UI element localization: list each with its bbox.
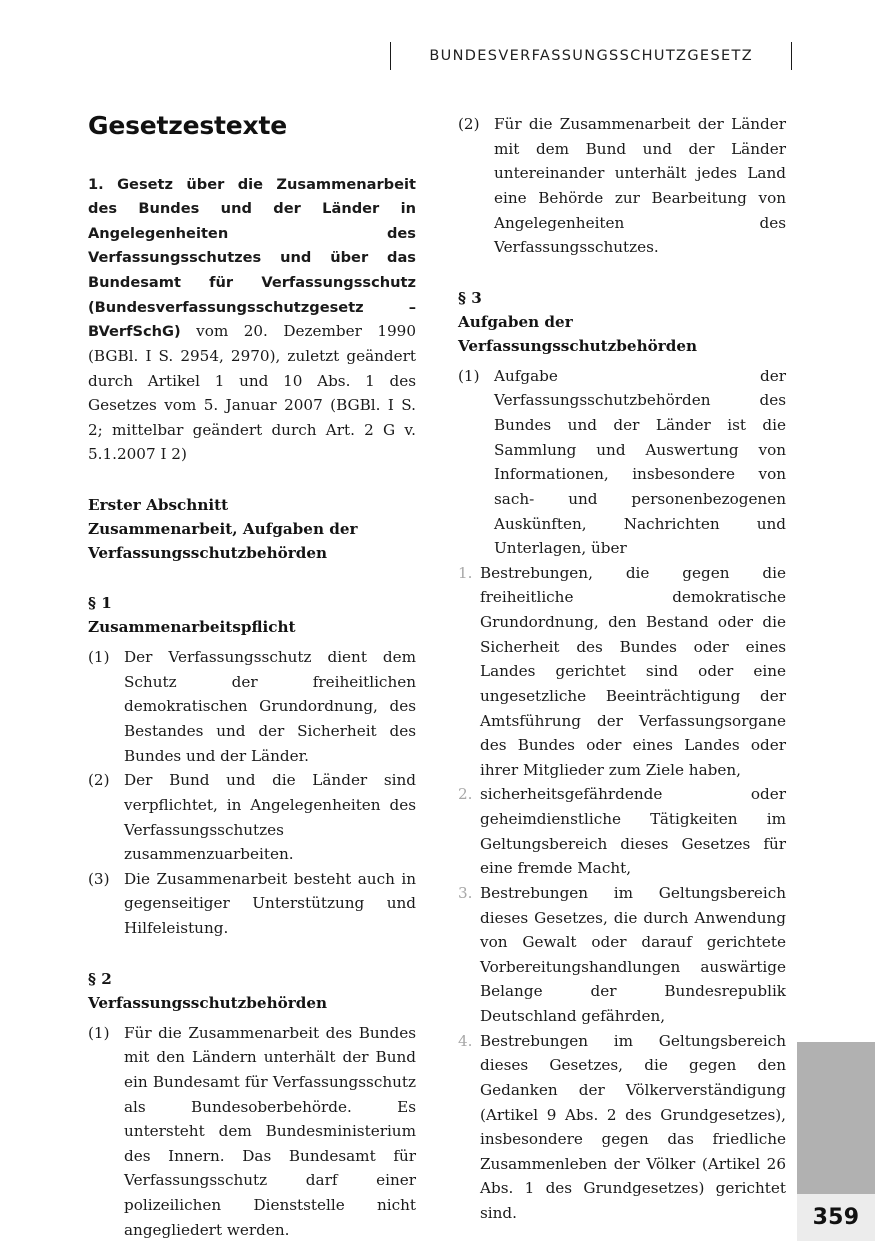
paragraph-1-heading <box>88 591 416 639</box>
paragraph-3-heading <box>458 286 786 358</box>
paragraph-marker: (1) <box>88 648 110 667</box>
list-item-text: Bestrebungen, die gegen die freiheitliche demokratische Grundordnung, den Bestand oder die Sicherheit des Bundes oder eines Landes gerichtet sind oder eine ungesetzliche Beeinträchtigung der Amtsführung der Verfassungsorgane des Bundes oder eines Landes oder ihrer Mitglieder zum Ziele haben, <box>480 563 786 779</box>
law-citation: vom 20. Dezember 1990 (BGBl. I S. 2954, 2970), zuletzt geändert durch Artikel 1 und 10 Abs. 1 des Gesetzes vom 5. Januar 2007 (BGBl. I S. 2; mittelbar geändert durch Art. 2 G v. 5.1.2007 I 2) <box>88 322 416 464</box>
paragraph-item <box>458 112 786 260</box>
list-item-text: sicherheitsgefährdende oder geheimdienstliche Tätigkeiten im Geltungsbereich dieses Gesetzes für eine fremde Macht, <box>480 785 786 878</box>
page-marker-tab <box>797 1042 875 1241</box>
paragraph-text: Der Verfassungsschutz dient dem Schutz der freiheitlichen demokratischen Grundordnung, des Bestandes und der Sicherheit des Bundes und der Länder. <box>124 648 416 765</box>
paragraph-3-title-line-1: Aufgaben der <box>458 312 573 331</box>
list-item <box>458 881 786 1029</box>
paragraph-1-title: Zusammenarbeitspflicht <box>88 618 296 637</box>
paragraph-marker: (3) <box>88 869 110 888</box>
page-marker-block <box>797 1042 875 1194</box>
page-number: 359 <box>812 1205 860 1230</box>
paragraph-text: Für die Zusammenarbeit des Bundes mit den Ländern unterhält der Bund ein Bundesamt für Verfassungsschutz als Bundesoberbehörde. Es untersteht dem Bundesministerium des Innern. Das Bundesamt für Verfassungsschutz darf einer polizeilichen Dienststelle nicht angegliedert werden. <box>124 1023 416 1239</box>
list-item-text: Bestrebungen im Geltungsbereich dieses Gesetzes, die durch Anwendung von Gewalt oder darauf gerichtete Vorbereitungshandlungen auswärtige Belange der Bundesrepublik Deutschland gefährden, <box>480 883 786 1026</box>
header-rule-right <box>791 42 792 70</box>
paragraph-2-heading <box>88 967 416 1015</box>
paragraph-marker: (2) <box>88 771 110 790</box>
abschnitt-line-2: Zusammenarbeit, Aufgaben der <box>88 520 358 539</box>
list-item <box>458 561 786 783</box>
page-title: Gesetzestexte <box>88 111 287 140</box>
paragraph-item <box>88 867 416 941</box>
paragraph-text: Der Bund und die Länder sind verpflichtet, in Angelegenheiten des Verfassungsschutzes zusammenzuarbeiten. <box>124 771 416 864</box>
paragraph-marker: (1) <box>458 366 480 385</box>
paragraph-2-title: Verfassungsschutzbehörden <box>88 993 328 1012</box>
abschnitt-line-3: Verfassungsschutzbehörden <box>88 544 328 563</box>
list-item-marker: 1. <box>458 563 473 582</box>
list-item <box>458 782 786 881</box>
paragraph-item <box>88 645 416 768</box>
list-item-marker: 4. <box>458 1031 473 1050</box>
running-header <box>0 40 875 72</box>
page-body <box>88 112 786 1242</box>
page-number-container <box>797 1194 875 1241</box>
paragraph-3-number: § 3 <box>458 288 482 307</box>
list-item-marker: 2. <box>458 785 473 804</box>
paragraph-item <box>458 364 786 561</box>
right-column <box>458 112 786 1242</box>
abschnitt-heading <box>88 493 416 565</box>
paragraph-text: Für die Zusammenarbeit der Länder mit dem Bund und der Länder untereinander unterhält jedes Land eine Behörde zur Bearbeitung von Angelegenheiten des Verfassungsschutzes. <box>494 115 786 257</box>
paragraph-3-title-line-2: Verfassungsschutzbehörden <box>458 336 698 355</box>
abschnitt-line-1: Erster Abschnitt <box>88 496 229 515</box>
list-item-text: Bestrebungen im Geltungsbereich dieses Gesetzes, die gegen den Gedanken der Völkerverständigung (Artikel 9 Abs. 2 des Grundgesetzes), insbesondere gegen das friedliche Zusammenleben der Völker (Artikel 26 Abs. 1 des Grundgesetzes) gerichtet sind. <box>480 1031 786 1223</box>
header-title: BUNDESVERFASSUNGSSCHUTZGESETZ <box>429 48 753 64</box>
paragraph-text: Aufgabe der Verfassungsschutzbehörden des Bundes und der Länder ist die Sammlung und Auswertung von Informationen, insbesondere von sach- und personenbezogenen Auskünften, Nachrichten und Unterlagen, über <box>494 366 786 558</box>
law-heading-bold: 1. Gesetz über die Zusammenarbeit des Bundes und der Länder in Angelegenheiten des Verfassungsschutzes und über das Bundesamt für Verfassungsschutz (Bundesverfassungsschutzgesetz – BVerfSchG) <box>88 175 416 341</box>
left-column <box>88 112 416 1242</box>
paragraph-item <box>88 768 416 867</box>
list-item-marker: 3. <box>458 883 473 902</box>
list-item <box>458 1029 786 1226</box>
paragraph-2-number: § 2 <box>88 969 112 988</box>
paragraph-text: Die Zusammenarbeit besteht auch in gegenseitiger Unterstützung und Hilfeleistung. <box>124 869 416 938</box>
paragraph-1-number: § 1 <box>88 594 112 613</box>
paragraph-marker: (1) <box>88 1023 110 1042</box>
paragraph-marker: (2) <box>458 115 480 133</box>
paragraph-item <box>88 1021 416 1242</box>
law-heading-paragraph <box>88 172 416 468</box>
